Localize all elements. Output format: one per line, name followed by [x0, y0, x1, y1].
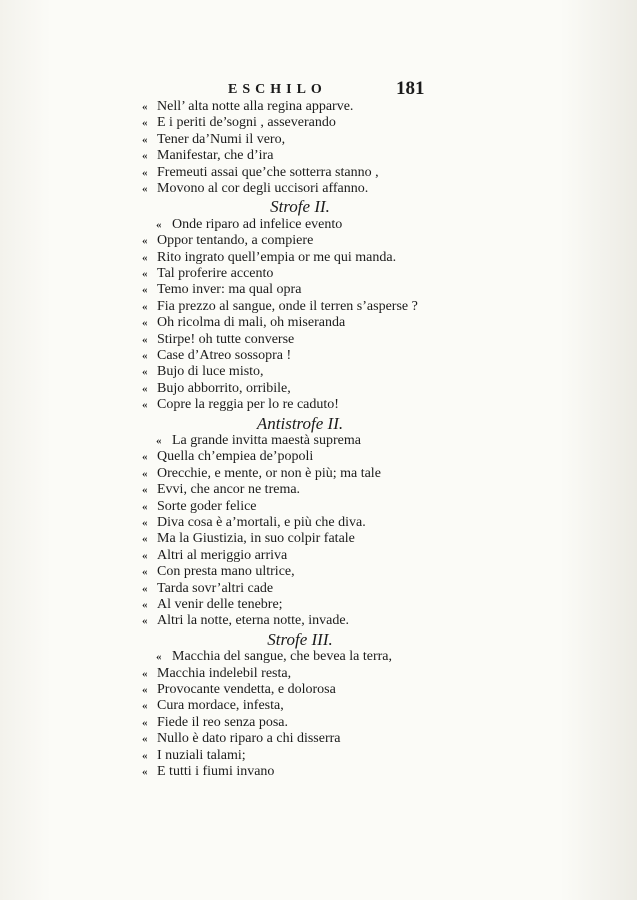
verse-line-text: Quella ch’empiea de’popoli [157, 449, 314, 465]
verse-line [142, 364, 442, 380]
verse-line-text: Copre la reggia per lo re caduto! [157, 397, 339, 413]
verse-line-text: Bujo abborrito, orribile, [157, 380, 291, 396]
verse-line [142, 548, 442, 564]
verse-line [142, 564, 442, 580]
verse-line [142, 449, 442, 465]
verse-text [142, 99, 442, 780]
verse-line [142, 698, 442, 714]
quote-mark: « [142, 765, 148, 778]
quote-mark: « [142, 399, 148, 412]
verse-line [142, 682, 442, 698]
verse-line-text: Movono al cor degli uccisori affanno. [157, 180, 369, 196]
quote-mark: « [142, 500, 148, 513]
quote-mark: « [142, 684, 148, 696]
verse-line [142, 715, 442, 731]
quote-mark: « [142, 333, 148, 346]
verse-line [142, 613, 442, 629]
verse-line [142, 466, 442, 482]
quote-mark: « [142, 749, 148, 762]
quote-mark: « [142, 598, 148, 611]
verse-line-text: Oh ricolma di mali, oh miseranda [157, 315, 346, 331]
verse-line [142, 731, 442, 747]
verse-line [142, 315, 442, 331]
quote-mark: « [142, 566, 148, 579]
quote-mark: « [142, 382, 148, 395]
quote-mark: « [142, 117, 148, 130]
verse-line [142, 531, 442, 547]
verse-line [142, 397, 442, 413]
verse-line [142, 649, 442, 665]
verse-line [142, 666, 442, 682]
quote-mark: « [142, 484, 148, 497]
quote-mark: « [142, 150, 148, 163]
verse-line [142, 581, 442, 597]
quote-mark: « [142, 268, 148, 281]
section-heading: Antistrofe II. [256, 413, 344, 433]
quote-mark: « [142, 349, 148, 362]
verse-line [142, 165, 442, 181]
verse-line [142, 266, 442, 282]
verse-line-text: Evvi, che ancor ne trema. [157, 482, 301, 498]
quote-mark: « [142, 582, 148, 595]
verse-line-text: Diva cosa è a’mortali, e più che diva. [157, 514, 366, 530]
verse-line-text: Altri la notte, eterna notte, invade. [157, 613, 350, 629]
quote-mark: « [142, 467, 148, 480]
verse-line [142, 233, 442, 249]
verse-line [142, 597, 442, 613]
running-head: ESCHILO [228, 82, 327, 97]
section-heading: Strofe III. [267, 629, 333, 649]
verse-line-text: Fia prezzo al sangue, onde il terren s’asperse ? [157, 298, 418, 314]
verse-line [142, 217, 442, 233]
verse-line-text: Cura mordace, infesta, [157, 698, 284, 714]
page-number: 181 [396, 78, 425, 99]
quote-mark: « [142, 716, 148, 729]
verse-line-text: La grande invitta maestà suprema [172, 433, 361, 449]
verse-line-text: Stirpe! oh tutte converse [157, 331, 295, 347]
verse-line-text: Oppor tentando, a compiere [157, 233, 314, 249]
quote-mark: « [142, 133, 148, 146]
verse-line-text: Al venir delle tenebre; [157, 596, 283, 612]
quote-mark: « [156, 651, 162, 664]
quote-mark: « [142, 549, 148, 562]
verse-line [142, 181, 442, 197]
quote-mark: « [156, 218, 162, 231]
verse-line-text: E i periti de’sogni , asseverando [157, 115, 336, 131]
verse-line-text: Tener da’Numi il vero, [157, 131, 286, 147]
quote-mark: « [142, 366, 148, 379]
quote-mark: « [142, 300, 148, 313]
quote-mark: « [142, 317, 148, 330]
quote-mark: « [142, 700, 148, 713]
verse-line-text: Manifestar, che d’ira [157, 148, 274, 164]
section-heading: Strofe II. [270, 197, 330, 217]
verse-line-text: Macchia indelebil resta, [157, 665, 292, 681]
verse-line-text: Orecchie, e mente, or non è più; ma tale [157, 465, 381, 481]
quote-mark: « [142, 284, 148, 297]
verse-line-text: E tutti i fiumi invano [157, 763, 275, 779]
verse-line [142, 299, 442, 315]
quote-mark: « [142, 615, 148, 628]
verse-line [142, 282, 442, 298]
verse-line-text: Fremeuti assai que’che sotterra stanno , [157, 164, 379, 180]
verse-line-text: Altri al meriggio arriva [157, 547, 288, 563]
verse-line [142, 748, 442, 764]
verse-line-text: Provocante vendetta, e dolorosa [157, 682, 336, 697]
verse-line-text: Nullo è dato riparo a chi disserra [157, 731, 341, 747]
verse-line [142, 381, 442, 397]
verse-line-text: Fiede il reo senza posa. [157, 714, 289, 730]
verse-line [142, 99, 442, 115]
verse-line-text: Rito ingrato quell’empia or me qui manda. [157, 249, 397, 265]
verse-line-text: Sorte goder felice [157, 498, 257, 514]
verse-line [142, 148, 442, 164]
verse-line-text: Case d’Atreo sossopra ! [157, 347, 292, 363]
verse-line [142, 115, 442, 131]
quote-mark: « [156, 435, 162, 448]
verse-line [142, 132, 442, 148]
verse-line [142, 348, 442, 364]
verse-line-text: Tal proferire accento [157, 266, 274, 282]
verse-line [142, 482, 442, 498]
verse-line-text: Ma la Giustizia, in suo colpir fatale [157, 531, 355, 547]
quote-mark: « [142, 166, 148, 179]
verse-line-text: Tarda sovr’altri cade [157, 580, 274, 596]
verse-line-text: Bujo di luce misto, [157, 364, 264, 380]
quote-mark: « [142, 182, 148, 195]
quote-mark: « [142, 235, 148, 248]
verse-line-text: Con presta mano ultrice, [157, 564, 295, 580]
verse-line [142, 764, 442, 780]
quote-mark: « [142, 733, 148, 746]
verse-line-text: Nell’ alta notte alla regina apparve. [157, 99, 354, 114]
verse-line-text: I nuziali talami; [157, 747, 246, 763]
verse-line [142, 433, 442, 449]
quote-mark: « [142, 451, 148, 464]
quote-mark: « [142, 667, 148, 680]
verse-line [142, 499, 442, 515]
verse-line [142, 515, 442, 531]
verse-line-text: Macchia del sangue, che bevea la terra, [172, 649, 392, 665]
verse-line-text: Temo inver: ma qual opra [157, 282, 302, 298]
verse-line [142, 250, 442, 266]
quote-mark: « [142, 516, 148, 529]
verse-line [142, 332, 442, 348]
quote-mark: « [142, 533, 148, 546]
quote-mark: « [142, 251, 148, 264]
verse-line-text: Onde riparo ad infelice evento [172, 216, 343, 232]
quote-mark: « [142, 101, 148, 113]
